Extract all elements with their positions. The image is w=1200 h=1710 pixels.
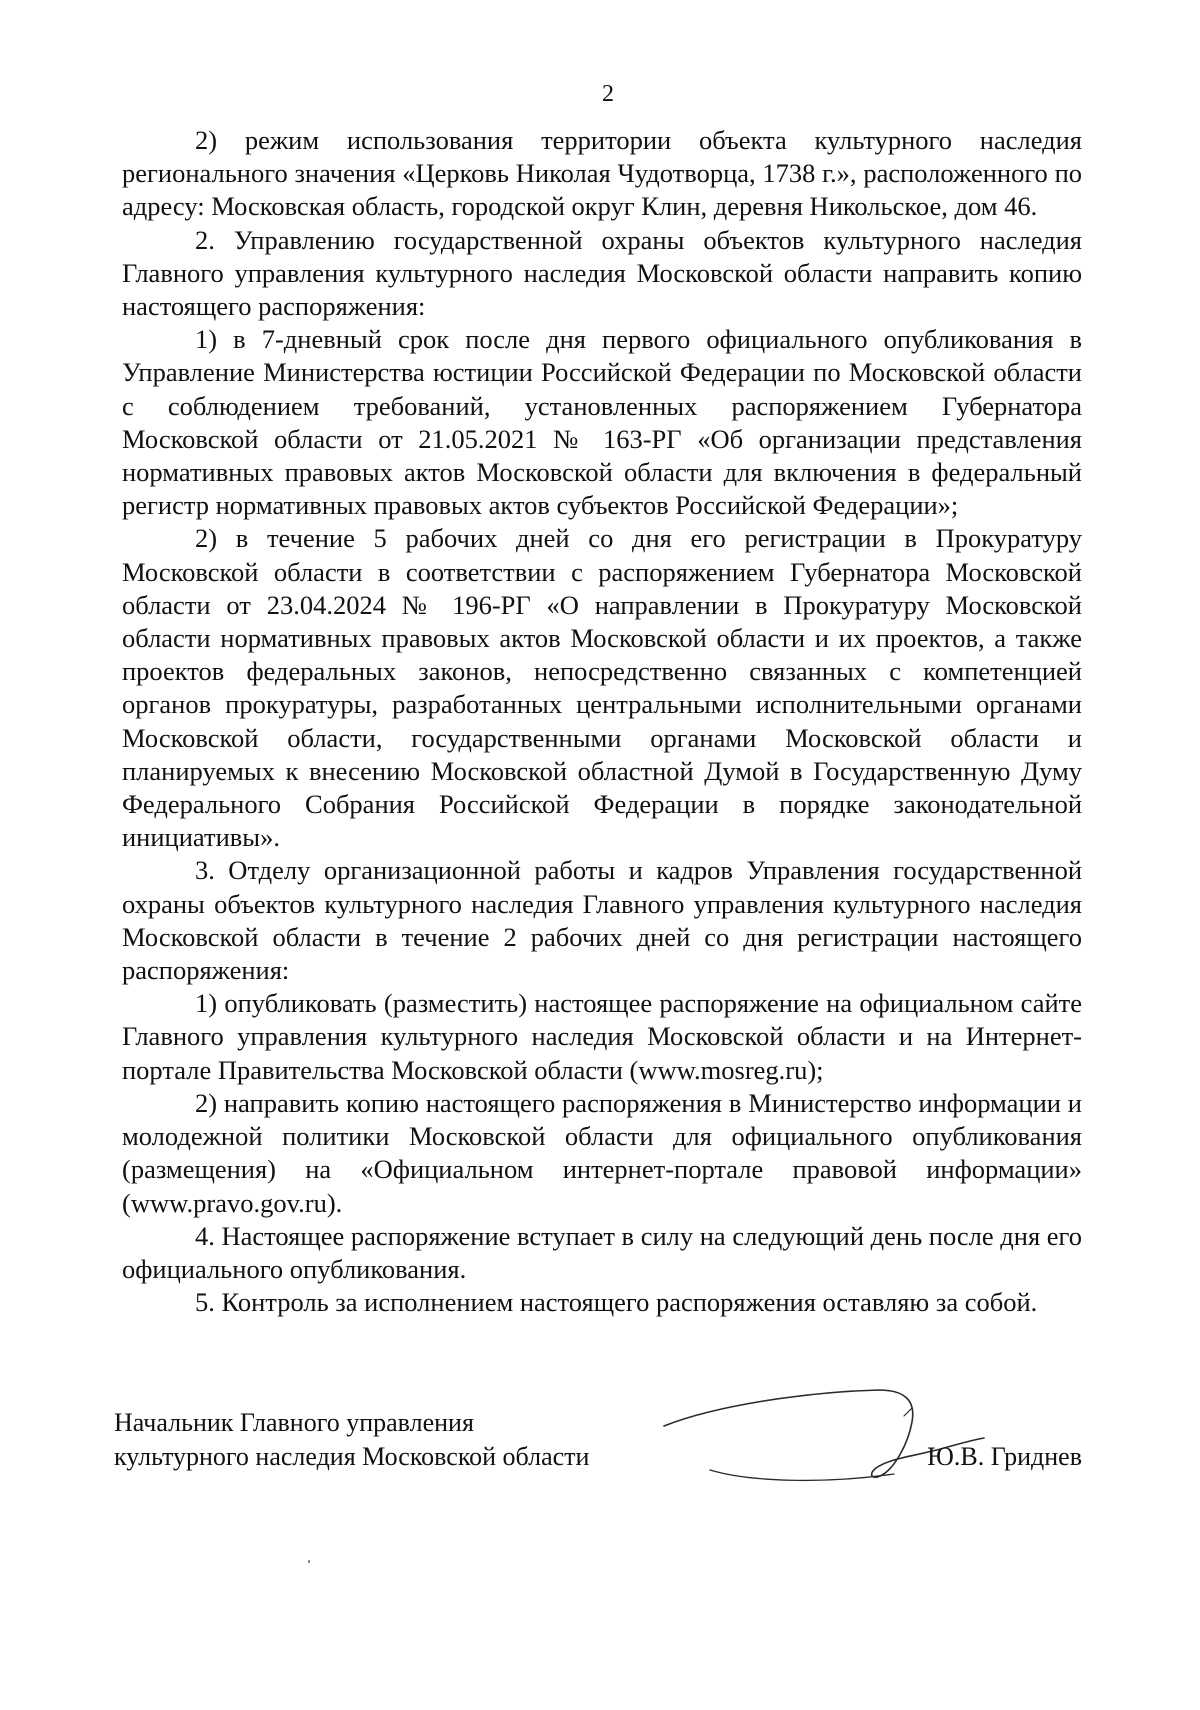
paragraph-section-3-item-1: 1) опубликовать (разместить) настоящее распоряжение на официальном сайте Главного управления культурного наследия Московской области и на Интернет-портале Правительства Московской области (www.mosreg.ru); [122, 988, 1082, 1085]
paragraph-section-3-item-2: 2) направить копию настоящего распоряжения в Министерство информации и молодежной политики Московской области для официального опубликования (размещения) на «Официальном интернет-портале правовой информации» (www.pravo.gov.ru). [122, 1087, 1082, 1218]
paragraph-section-3: 3. Отделу организационной работы и кадров Управления государственной охраны объектов культурного наследия Главного управления культурного наследия Московской области в течение 2 рабочих дней со дня регистрации настоящего распоряжения: [122, 855, 1082, 986]
paragraph-section-2-item-2: 2) в течение 5 рабочих дней со дня его регистрации в Прокуратуру Московской области в соответствии с распоряжением Губернатора Московской области от 23.04.2024 № 196-РГ «О направлении в Прокуратуру Московской области нормативных правовых актов Московской области и их проектов, а также проектов федеральных законов, непосредственно связанных с компетенцией органов прокуратуры, разработанных центральными исполнительными органами Московской области, государственными органами Московской области и планируемых к внесению Московской областной Думой в Государственную Думу Федерального Собрания Российской Федерации в порядке законодательной инициативы». [122, 523, 1082, 853]
signature-block [114, 1406, 1082, 1474]
signer-title-line-2: культурного наследия Московской области [114, 1442, 590, 1471]
paragraph-item-1-2: 2) режим использования территории объекта культурного наследия регионального значения «Церковь Николая Чудотворца, 1738 г.», расположенного по адресу: Московская область, городской округ Клин, деревня Никольское, дом 46. [122, 125, 1082, 222]
paragraph-section-5: 5. Контроль за исполнением настоящего распоряжения оставляю за собой. [195, 1287, 1038, 1318]
signer-name: Ю.В. Гриднев [927, 1442, 1082, 1471]
page-number: 2 [602, 81, 614, 107]
document-body [122, 124, 1082, 1319]
scan-speck [308, 1560, 310, 1563]
signer-title [114, 1406, 674, 1474]
signer-title-line-1: Начальник Главного управления [114, 1408, 474, 1437]
paragraph-section-2: 2. Управлению государственной охраны объектов культурного наследия Главного управления культурного наследия Московской области направить копию настоящего распоряжения: [122, 224, 1082, 322]
paragraph-section-4: 4. Настоящее распоряжение вступает в силу на следующий день после дня его официального опубликования. [122, 1220, 1082, 1284]
paragraph-section-2-item-1: 1) в 7-дневный срок после дня первого официального опубликования в Управление Министерства юстиции Российской Федерации по Московской области с соблюдением требований, установленных распоряжением Губернатора Московской области от 21.05.2021 № 163-РГ «Об организации представления нормативных правовых актов Московской области для включения в федеральный регистр нормативных правовых актов субъектов Российской Федерации»; [122, 324, 1082, 521]
